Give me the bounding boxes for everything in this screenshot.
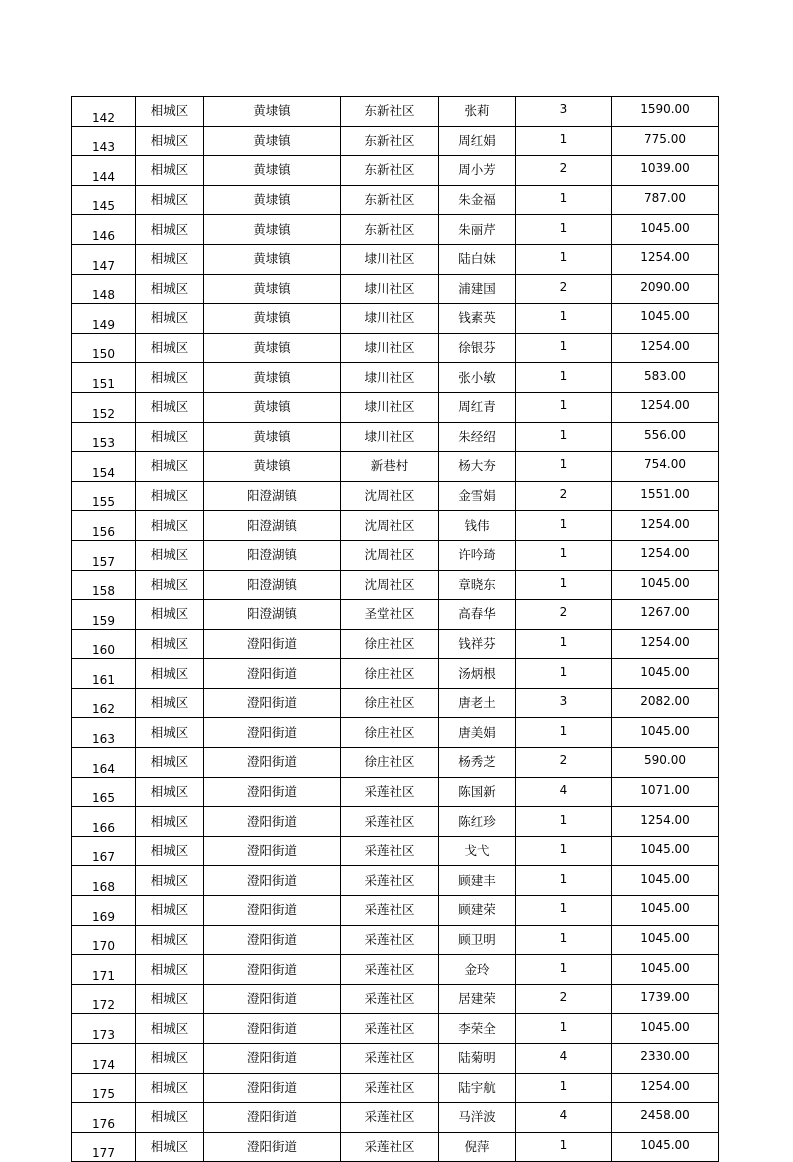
name-cell: 李荣全	[439, 1014, 516, 1044]
district-cell: 相城区	[136, 452, 204, 482]
town-cell: 黄埭镇	[204, 156, 341, 186]
town-cell: 澄阳街道	[204, 925, 341, 955]
table-body	[72, 97, 719, 1162]
table-row	[72, 866, 719, 896]
household-size-cell: 1	[516, 807, 612, 837]
household-size-cell: 1	[516, 540, 612, 570]
community-cell: 采莲社区	[341, 1103, 439, 1133]
table-row	[72, 688, 719, 718]
name-cell: 杨大夯	[439, 452, 516, 482]
row-number-cell: 163	[72, 718, 136, 748]
town-cell: 澄阳街道	[204, 777, 341, 807]
amount-cell: 1045.00	[612, 866, 719, 896]
table-row	[72, 1014, 719, 1044]
community-cell: 东新社区	[341, 156, 439, 186]
town-cell: 澄阳街道	[204, 1044, 341, 1074]
district-cell: 相城区	[136, 1132, 204, 1162]
community-cell: 徐庄社区	[341, 629, 439, 659]
amount-cell: 1045.00	[612, 955, 719, 985]
town-cell: 黄埭镇	[204, 392, 341, 422]
community-cell: 东新社区	[341, 215, 439, 245]
name-cell: 朱经绍	[439, 422, 516, 452]
household-size-cell: 1	[516, 452, 612, 482]
table-row	[72, 1073, 719, 1103]
community-cell: 徐庄社区	[341, 688, 439, 718]
amount-cell: 1254.00	[612, 392, 719, 422]
name-cell: 钱伟	[439, 511, 516, 541]
amount-cell: 590.00	[612, 748, 719, 778]
amount-cell: 754.00	[612, 452, 719, 482]
amount-cell: 1039.00	[612, 156, 719, 186]
district-cell: 相城区	[136, 126, 204, 156]
community-cell: 采莲社区	[341, 1073, 439, 1103]
name-cell: 周小芳	[439, 156, 516, 186]
name-cell: 马洋波	[439, 1103, 516, 1133]
name-cell: 许吟琦	[439, 540, 516, 570]
district-cell: 相城区	[136, 97, 204, 127]
table-row	[72, 274, 719, 304]
town-cell: 阳澄湖镇	[204, 570, 341, 600]
amount-cell: 556.00	[612, 422, 719, 452]
name-cell: 周红娟	[439, 126, 516, 156]
amount-cell: 1254.00	[612, 244, 719, 274]
district-cell: 相城区	[136, 866, 204, 896]
table-row	[72, 481, 719, 511]
household-size-cell: 4	[516, 1103, 612, 1133]
row-number-cell: 147	[72, 244, 136, 274]
district-cell: 相城区	[136, 1073, 204, 1103]
amount-cell: 1045.00	[612, 215, 719, 245]
household-size-cell: 3	[516, 688, 612, 718]
household-size-cell: 1	[516, 1014, 612, 1044]
household-size-cell: 1	[516, 244, 612, 274]
table-row	[72, 540, 719, 570]
district-cell: 相城区	[136, 925, 204, 955]
row-number-cell: 154	[72, 452, 136, 482]
row-number-cell: 166	[72, 807, 136, 837]
table-row	[72, 984, 719, 1014]
table-row	[72, 777, 719, 807]
table-row	[72, 97, 719, 127]
town-cell: 黄埭镇	[204, 185, 341, 215]
household-size-cell: 1	[516, 333, 612, 363]
town-cell: 黄埭镇	[204, 304, 341, 334]
table-row	[72, 1103, 719, 1133]
household-size-cell: 1	[516, 126, 612, 156]
table-row	[72, 452, 719, 482]
row-number-cell: 159	[72, 600, 136, 630]
household-size-cell: 1	[516, 570, 612, 600]
town-cell: 澄阳街道	[204, 984, 341, 1014]
name-cell: 朱金福	[439, 185, 516, 215]
row-number-cell: 143	[72, 126, 136, 156]
district-cell: 相城区	[136, 304, 204, 334]
household-size-cell: 1	[516, 718, 612, 748]
community-cell: 埭川社区	[341, 244, 439, 274]
name-cell: 唐美娟	[439, 718, 516, 748]
district-cell: 相城区	[136, 244, 204, 274]
household-size-cell: 1	[516, 304, 612, 334]
household-size-cell: 1	[516, 1132, 612, 1162]
amount-cell: 775.00	[612, 126, 719, 156]
household-size-cell: 1	[516, 955, 612, 985]
table-row	[72, 422, 719, 452]
town-cell: 澄阳街道	[204, 1132, 341, 1162]
row-number-cell: 177	[72, 1132, 136, 1162]
name-cell: 陆菊明	[439, 1044, 516, 1074]
community-cell: 埭川社区	[341, 333, 439, 363]
row-number-cell: 151	[72, 363, 136, 393]
town-cell: 澄阳街道	[204, 807, 341, 837]
row-number-cell: 173	[72, 1014, 136, 1044]
community-cell: 东新社区	[341, 97, 439, 127]
table-row	[72, 570, 719, 600]
table-row	[72, 215, 719, 245]
row-number-cell: 146	[72, 215, 136, 245]
amount-cell: 1045.00	[612, 925, 719, 955]
household-size-cell: 1	[516, 1073, 612, 1103]
table-row	[72, 392, 719, 422]
table-row	[72, 748, 719, 778]
name-cell: 居建荣	[439, 984, 516, 1014]
amount-cell: 2082.00	[612, 688, 719, 718]
community-cell: 埭川社区	[341, 363, 439, 393]
name-cell: 金玲	[439, 955, 516, 985]
community-cell: 埭川社区	[341, 274, 439, 304]
district-cell: 相城区	[136, 807, 204, 837]
table-row	[72, 659, 719, 689]
community-cell: 沈周社区	[341, 570, 439, 600]
name-cell: 钱祥芬	[439, 629, 516, 659]
district-cell: 相城区	[136, 274, 204, 304]
row-number-cell: 148	[72, 274, 136, 304]
amount-cell: 1551.00	[612, 481, 719, 511]
community-cell: 采莲社区	[341, 836, 439, 866]
district-cell: 相城区	[136, 984, 204, 1014]
community-cell: 采莲社区	[341, 1132, 439, 1162]
amount-cell: 1254.00	[612, 807, 719, 837]
row-number-cell: 169	[72, 896, 136, 926]
community-cell: 东新社区	[341, 185, 439, 215]
table-row	[72, 363, 719, 393]
row-number-cell: 172	[72, 984, 136, 1014]
district-cell: 相城区	[136, 600, 204, 630]
community-cell: 徐庄社区	[341, 748, 439, 778]
district-cell: 相城区	[136, 1044, 204, 1074]
name-cell: 张小敏	[439, 363, 516, 393]
row-number-cell: 161	[72, 659, 136, 689]
district-cell: 相城区	[136, 215, 204, 245]
name-cell: 浦建国	[439, 274, 516, 304]
table-row	[72, 925, 719, 955]
row-number-cell: 174	[72, 1044, 136, 1074]
amount-cell: 1045.00	[612, 570, 719, 600]
row-number-cell: 167	[72, 836, 136, 866]
district-cell: 相城区	[136, 570, 204, 600]
town-cell: 阳澄湖镇	[204, 540, 341, 570]
row-number-cell: 150	[72, 333, 136, 363]
amount-cell: 1590.00	[612, 97, 719, 127]
table-row	[72, 1044, 719, 1074]
amount-cell: 2330.00	[612, 1044, 719, 1074]
row-number-cell: 158	[72, 570, 136, 600]
amount-cell: 1254.00	[612, 333, 719, 363]
row-number-cell: 153	[72, 422, 136, 452]
row-number-cell: 176	[72, 1103, 136, 1133]
town-cell: 澄阳街道	[204, 688, 341, 718]
household-size-cell: 2	[516, 984, 612, 1014]
table-row	[72, 807, 719, 837]
household-size-cell: 2	[516, 481, 612, 511]
community-cell: 圣堂社区	[341, 600, 439, 630]
name-cell: 金雪娟	[439, 481, 516, 511]
amount-cell: 2458.00	[612, 1103, 719, 1133]
row-number-cell: 144	[72, 156, 136, 186]
district-cell: 相城区	[136, 688, 204, 718]
name-cell: 倪萍	[439, 1132, 516, 1162]
community-cell: 采莲社区	[341, 777, 439, 807]
household-size-cell: 2	[516, 156, 612, 186]
amount-cell: 1254.00	[612, 540, 719, 570]
district-cell: 相城区	[136, 156, 204, 186]
household-size-cell: 4	[516, 1044, 612, 1074]
name-cell: 徐银芬	[439, 333, 516, 363]
district-cell: 相城区	[136, 659, 204, 689]
town-cell: 黄埭镇	[204, 452, 341, 482]
name-cell: 高春华	[439, 600, 516, 630]
household-size-cell: 1	[516, 392, 612, 422]
household-size-cell: 2	[516, 748, 612, 778]
town-cell: 澄阳街道	[204, 1014, 341, 1044]
amount-cell: 787.00	[612, 185, 719, 215]
household-size-cell: 1	[516, 836, 612, 866]
town-cell: 黄埭镇	[204, 274, 341, 304]
community-cell: 埭川社区	[341, 392, 439, 422]
community-cell: 沈周社区	[341, 511, 439, 541]
town-cell: 澄阳街道	[204, 629, 341, 659]
household-size-cell: 1	[516, 629, 612, 659]
district-cell: 相城区	[136, 481, 204, 511]
town-cell: 澄阳街道	[204, 748, 341, 778]
row-number-cell: 155	[72, 481, 136, 511]
name-cell: 顾建荣	[439, 896, 516, 926]
community-cell: 采莲社区	[341, 866, 439, 896]
community-cell: 徐庄社区	[341, 718, 439, 748]
name-cell: 陆宇航	[439, 1073, 516, 1103]
data-table	[71, 96, 719, 1162]
household-size-cell: 1	[516, 422, 612, 452]
household-size-cell: 1	[516, 659, 612, 689]
town-cell: 黄埭镇	[204, 244, 341, 274]
table-row	[72, 304, 719, 334]
town-cell: 黄埭镇	[204, 333, 341, 363]
row-number-cell: 157	[72, 540, 136, 570]
table-row	[72, 896, 719, 926]
row-number-cell: 165	[72, 777, 136, 807]
table-row	[72, 333, 719, 363]
district-cell: 相城区	[136, 1014, 204, 1044]
community-cell: 采莲社区	[341, 807, 439, 837]
community-cell: 采莲社区	[341, 925, 439, 955]
row-number-cell: 162	[72, 688, 136, 718]
town-cell: 澄阳街道	[204, 659, 341, 689]
name-cell: 唐老土	[439, 688, 516, 718]
town-cell: 黄埭镇	[204, 363, 341, 393]
district-cell: 相城区	[136, 629, 204, 659]
district-cell: 相城区	[136, 955, 204, 985]
household-size-cell: 1	[516, 215, 612, 245]
district-cell: 相城区	[136, 836, 204, 866]
name-cell: 陆白妹	[439, 244, 516, 274]
town-cell: 阳澄湖镇	[204, 600, 341, 630]
row-number-cell: 160	[72, 629, 136, 659]
table-row	[72, 600, 719, 630]
row-number-cell: 168	[72, 866, 136, 896]
amount-cell: 583.00	[612, 363, 719, 393]
row-number-cell: 145	[72, 185, 136, 215]
household-size-cell: 1	[516, 866, 612, 896]
town-cell: 澄阳街道	[204, 955, 341, 985]
town-cell: 澄阳街道	[204, 896, 341, 926]
table-row	[72, 244, 719, 274]
amount-cell: 1045.00	[612, 718, 719, 748]
town-cell: 澄阳街道	[204, 1103, 341, 1133]
table-row	[72, 185, 719, 215]
town-cell: 澄阳街道	[204, 866, 341, 896]
household-size-cell: 1	[516, 185, 612, 215]
row-number-cell: 170	[72, 925, 136, 955]
amount-cell: 1045.00	[612, 1014, 719, 1044]
row-number-cell: 149	[72, 304, 136, 334]
table-row	[72, 836, 719, 866]
community-cell: 采莲社区	[341, 955, 439, 985]
amount-cell: 1045.00	[612, 659, 719, 689]
district-cell: 相城区	[136, 392, 204, 422]
town-cell: 黄埭镇	[204, 97, 341, 127]
table-row	[72, 156, 719, 186]
name-cell: 朱丽芹	[439, 215, 516, 245]
community-cell: 新巷村	[341, 452, 439, 482]
community-cell: 采莲社区	[341, 1044, 439, 1074]
name-cell: 汤炳根	[439, 659, 516, 689]
table-row	[72, 1132, 719, 1162]
household-size-cell: 1	[516, 925, 612, 955]
town-cell: 澄阳街道	[204, 1073, 341, 1103]
district-cell: 相城区	[136, 777, 204, 807]
community-cell: 采莲社区	[341, 896, 439, 926]
row-number-cell: 152	[72, 392, 136, 422]
community-cell: 采莲社区	[341, 984, 439, 1014]
name-cell: 张莉	[439, 97, 516, 127]
name-cell: 陈红珍	[439, 807, 516, 837]
district-cell: 相城区	[136, 511, 204, 541]
household-size-cell: 1	[516, 896, 612, 926]
amount-cell: 1045.00	[612, 1132, 719, 1162]
town-cell: 澄阳街道	[204, 718, 341, 748]
town-cell: 澄阳街道	[204, 836, 341, 866]
amount-cell: 1045.00	[612, 836, 719, 866]
name-cell: 戈弋	[439, 836, 516, 866]
table-row	[72, 718, 719, 748]
row-number-cell: 175	[72, 1073, 136, 1103]
table-row	[72, 126, 719, 156]
district-cell: 相城区	[136, 540, 204, 570]
community-cell: 沈周社区	[341, 540, 439, 570]
name-cell: 顾卫明	[439, 925, 516, 955]
town-cell: 阳澄湖镇	[204, 481, 341, 511]
name-cell: 陈国新	[439, 777, 516, 807]
name-cell: 钱素英	[439, 304, 516, 334]
amount-cell: 1267.00	[612, 600, 719, 630]
amount-cell: 1071.00	[612, 777, 719, 807]
name-cell: 章晓东	[439, 570, 516, 600]
community-cell: 东新社区	[341, 126, 439, 156]
household-size-cell: 1	[516, 511, 612, 541]
community-cell: 沈周社区	[341, 481, 439, 511]
district-cell: 相城区	[136, 748, 204, 778]
household-size-cell: 1	[516, 363, 612, 393]
district-cell: 相城区	[136, 896, 204, 926]
table-row	[72, 955, 719, 985]
table-row	[72, 629, 719, 659]
town-cell: 黄埭镇	[204, 422, 341, 452]
household-size-cell: 3	[516, 97, 612, 127]
town-cell: 阳澄湖镇	[204, 511, 341, 541]
amount-cell: 1045.00	[612, 304, 719, 334]
community-cell: 埭川社区	[341, 422, 439, 452]
row-number-cell: 164	[72, 748, 136, 778]
table-row	[72, 511, 719, 541]
district-cell: 相城区	[136, 363, 204, 393]
amount-cell: 2090.00	[612, 274, 719, 304]
community-cell: 采莲社区	[341, 1014, 439, 1044]
amount-cell: 1254.00	[612, 1073, 719, 1103]
amount-cell: 1045.00	[612, 896, 719, 926]
name-cell: 杨秀芝	[439, 748, 516, 778]
community-cell: 埭川社区	[341, 304, 439, 334]
row-number-cell: 142	[72, 97, 136, 127]
amount-cell: 1739.00	[612, 984, 719, 1014]
amount-cell: 1254.00	[612, 511, 719, 541]
district-cell: 相城区	[136, 422, 204, 452]
amount-cell: 1254.00	[612, 629, 719, 659]
row-number-cell: 156	[72, 511, 136, 541]
town-cell: 黄埭镇	[204, 126, 341, 156]
town-cell: 黄埭镇	[204, 215, 341, 245]
district-cell: 相城区	[136, 185, 204, 215]
district-cell: 相城区	[136, 333, 204, 363]
district-cell: 相城区	[136, 1103, 204, 1133]
household-size-cell: 4	[516, 777, 612, 807]
row-number-cell: 171	[72, 955, 136, 985]
name-cell: 顾建丰	[439, 866, 516, 896]
household-size-cell: 2	[516, 274, 612, 304]
district-cell: 相城区	[136, 718, 204, 748]
community-cell: 徐庄社区	[341, 659, 439, 689]
name-cell: 周红青	[439, 392, 516, 422]
household-size-cell: 2	[516, 600, 612, 630]
